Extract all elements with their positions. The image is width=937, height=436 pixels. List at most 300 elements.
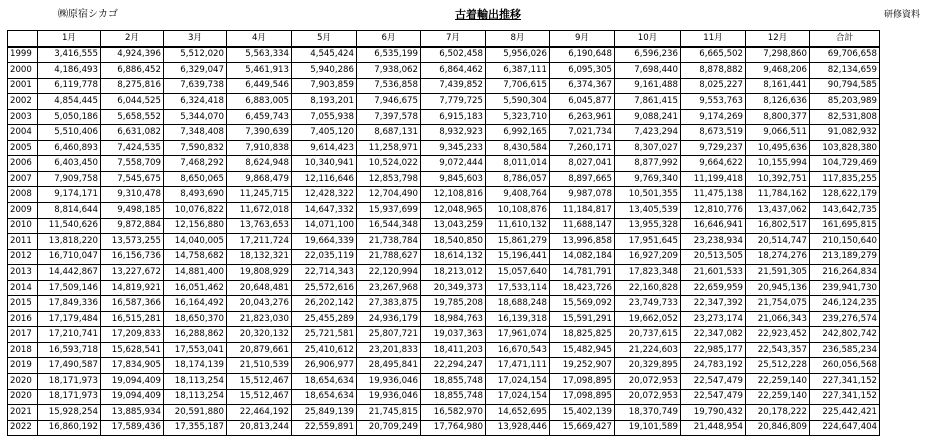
cell-value: 15,628,541 bbox=[101, 342, 164, 358]
cell-value: 19,664,339 bbox=[292, 234, 357, 250]
header-month: 7月 bbox=[421, 31, 486, 47]
cell-value: 28,495,841 bbox=[357, 358, 421, 374]
cell-value: 15,512,467 bbox=[227, 389, 292, 405]
table-row bbox=[8, 47, 880, 63]
cell-value: 25,721,581 bbox=[292, 327, 357, 343]
cell-value: 14,071,100 bbox=[292, 218, 357, 234]
cell-value: 21,738,784 bbox=[357, 234, 421, 250]
cell-year: 2011 bbox=[8, 234, 38, 250]
cell-value: 7,021,734 bbox=[550, 125, 615, 141]
cell-value: 5,510,406 bbox=[38, 125, 101, 141]
cell-value: 9,066,511 bbox=[746, 125, 810, 141]
cell-year: 2012 bbox=[8, 249, 38, 265]
cell-value: 24,783,192 bbox=[681, 358, 746, 374]
cell-value: 24,936,179 bbox=[357, 311, 421, 327]
cell-value: 25,572,616 bbox=[292, 280, 357, 296]
table-row bbox=[8, 389, 880, 405]
cell-value: 8,493,690 bbox=[164, 187, 227, 203]
cell-value: 22,923,452 bbox=[746, 327, 810, 343]
cell-value: 22,659,959 bbox=[681, 280, 746, 296]
header-total: 合計 bbox=[810, 31, 880, 47]
cell-value: 9,553,763 bbox=[681, 94, 746, 110]
cell-value: 9,987,078 bbox=[550, 187, 615, 203]
cell-value: 7,298,860 bbox=[746, 47, 810, 63]
cell-value: 8,126,636 bbox=[746, 94, 810, 110]
cell-value: 21,066,343 bbox=[746, 311, 810, 327]
cell-year: 2005 bbox=[8, 140, 38, 156]
cell-value: 18,855,748 bbox=[421, 374, 486, 390]
cell-year: 2008 bbox=[8, 187, 38, 203]
cell-total: 85,203,989 bbox=[810, 94, 880, 110]
cell-value: 9,174,171 bbox=[38, 187, 101, 203]
cell-value: 16,544,348 bbox=[357, 218, 421, 234]
cell-value: 18,984,763 bbox=[421, 311, 486, 327]
cell-value: 25,807,721 bbox=[357, 327, 421, 343]
cell-value: 8,673,519 bbox=[681, 125, 746, 141]
table-row bbox=[8, 405, 880, 421]
cell-value: 17,355,187 bbox=[164, 420, 227, 436]
cell-value: 14,781,791 bbox=[550, 265, 615, 281]
cell-value: 21,601,533 bbox=[681, 265, 746, 281]
cell-value: 22,160,828 bbox=[615, 280, 681, 296]
cell-value: 25,512,228 bbox=[746, 358, 810, 374]
cell-value: 6,886,452 bbox=[101, 63, 164, 79]
cell-value: 15,861,279 bbox=[486, 234, 550, 250]
cell-value: 20,813,244 bbox=[227, 420, 292, 436]
table-row bbox=[8, 234, 880, 250]
cell-value: 14,647,332 bbox=[292, 203, 357, 219]
cell-value: 8,307,027 bbox=[615, 140, 681, 156]
cell-value: 7,397,578 bbox=[357, 109, 421, 125]
cell-value: 16,515,281 bbox=[101, 311, 164, 327]
cell-value: 5,940,286 bbox=[292, 63, 357, 79]
cell-value: 20,320,132 bbox=[227, 327, 292, 343]
cell-value: 15,569,092 bbox=[550, 296, 615, 312]
header-month: 3月 bbox=[164, 31, 227, 47]
cell-value: 18,423,726 bbox=[550, 280, 615, 296]
cell-value: 10,392,751 bbox=[746, 171, 810, 187]
cell-value: 10,495,636 bbox=[746, 140, 810, 156]
cell-value: 17,764,980 bbox=[421, 420, 486, 436]
cell-value: 10,155,994 bbox=[746, 156, 810, 172]
cell-value: 9,408,764 bbox=[486, 187, 550, 203]
cell-value: 12,108,816 bbox=[421, 187, 486, 203]
cell-value: 18,113,254 bbox=[164, 374, 227, 390]
cell-value: 11,688,147 bbox=[550, 218, 615, 234]
cell-value: 18,614,132 bbox=[421, 249, 486, 265]
cell-value: 13,763,653 bbox=[227, 218, 292, 234]
cell-value: 22,985,177 bbox=[681, 342, 746, 358]
cell-value: 10,340,941 bbox=[292, 156, 357, 172]
cell-value: 7,706,615 bbox=[486, 78, 550, 94]
header-month: 6月 bbox=[357, 31, 421, 47]
cell-value: 27,383,875 bbox=[357, 296, 421, 312]
cell-value: 4,854,445 bbox=[38, 94, 101, 110]
cell-total: 260,056,568 bbox=[810, 358, 880, 374]
cell-total: 225,442,421 bbox=[810, 405, 880, 421]
cell-value: 12,156,880 bbox=[164, 218, 227, 234]
cell-value: 23,201,833 bbox=[357, 342, 421, 358]
cell-value: 20,349,373 bbox=[421, 280, 486, 296]
cell-value: 6,449,546 bbox=[227, 78, 292, 94]
cell-value: 17,849,336 bbox=[38, 296, 101, 312]
cell-value: 20,513,505 bbox=[681, 249, 746, 265]
table-row bbox=[8, 420, 880, 436]
cell-value: 16,051,462 bbox=[164, 280, 227, 296]
cell-value: 8,650,065 bbox=[164, 171, 227, 187]
cell-value: 18,171,973 bbox=[38, 374, 101, 390]
cell-value: 18,171,973 bbox=[38, 389, 101, 405]
cell-value: 9,769,340 bbox=[615, 171, 681, 187]
cell-value: 15,937,699 bbox=[357, 203, 421, 219]
cell-value: 22,120,994 bbox=[357, 265, 421, 281]
cell-value: 13,996,858 bbox=[550, 234, 615, 250]
cell-value: 8,025,227 bbox=[681, 78, 746, 94]
cell-value: 9,310,478 bbox=[101, 187, 164, 203]
cell-total: 239,276,574 bbox=[810, 311, 880, 327]
document-title: 古着輸出推移 bbox=[455, 8, 521, 21]
cell-value: 3,416,555 bbox=[38, 47, 101, 63]
cell-value: 7,536,858 bbox=[357, 78, 421, 94]
cell-value: 15,057,640 bbox=[486, 265, 550, 281]
cell-value: 9,872,884 bbox=[101, 218, 164, 234]
cell-value: 22,547,479 bbox=[681, 374, 746, 390]
cell-value: 17,553,041 bbox=[164, 342, 227, 358]
cell-total: 227,341,152 bbox=[810, 389, 880, 405]
cell-value: 16,593,718 bbox=[38, 342, 101, 358]
cell-value: 16,710,047 bbox=[38, 249, 101, 265]
cell-value: 6,190,648 bbox=[550, 47, 615, 63]
cell-value: 7,779,725 bbox=[421, 94, 486, 110]
cell-year: 2001 bbox=[8, 78, 38, 94]
table-row bbox=[8, 63, 880, 79]
cell-value: 14,040,005 bbox=[164, 234, 227, 250]
header-month: 4月 bbox=[227, 31, 292, 47]
cell-value: 12,048,965 bbox=[421, 203, 486, 219]
cell-value: 7,938,062 bbox=[357, 63, 421, 79]
cell-value: 7,439,852 bbox=[421, 78, 486, 94]
table-row bbox=[8, 78, 880, 94]
cell-value: 19,252,907 bbox=[550, 358, 615, 374]
cell-year: 2010 bbox=[8, 218, 38, 234]
cell-value: 10,501,355 bbox=[615, 187, 681, 203]
cell-value: 18,213,012 bbox=[421, 265, 486, 281]
cell-value: 6,596,236 bbox=[615, 47, 681, 63]
cell-year: 2006 bbox=[8, 156, 38, 172]
cell-year: 2003 bbox=[8, 109, 38, 125]
cell-value: 17,509,146 bbox=[38, 280, 101, 296]
cell-value: 7,909,758 bbox=[38, 171, 101, 187]
cell-value: 15,482,945 bbox=[550, 342, 615, 358]
cell-value: 15,591,291 bbox=[550, 311, 615, 327]
cell-value: 16,587,366 bbox=[101, 296, 164, 312]
cell-value: 18,274,276 bbox=[746, 249, 810, 265]
cell-value: 6,665,502 bbox=[681, 47, 746, 63]
cell-value: 20,709,249 bbox=[357, 420, 421, 436]
cell-value: 20,043,276 bbox=[227, 296, 292, 312]
cell-value: 7,639,738 bbox=[164, 78, 227, 94]
table-row bbox=[8, 374, 880, 390]
cell-value: 7,468,292 bbox=[164, 156, 227, 172]
cell-value: 16,164,492 bbox=[164, 296, 227, 312]
cell-value: 19,785,208 bbox=[421, 296, 486, 312]
cell-value: 6,387,111 bbox=[486, 63, 550, 79]
cell-value: 15,928,254 bbox=[38, 405, 101, 421]
cell-value: 11,610,132 bbox=[486, 218, 550, 234]
cell-value: 9,174,269 bbox=[681, 109, 746, 125]
cell-value: 14,442,867 bbox=[38, 265, 101, 281]
header-month: 5月 bbox=[292, 31, 357, 47]
cell-value: 7,861,415 bbox=[615, 94, 681, 110]
cell-value: 20,329,895 bbox=[615, 358, 681, 374]
cell-value: 16,288,862 bbox=[164, 327, 227, 343]
cell-value: 6,631,082 bbox=[101, 125, 164, 141]
table-row bbox=[8, 327, 880, 343]
cell-year: 2013 bbox=[8, 265, 38, 281]
cell-value: 18,540,850 bbox=[421, 234, 486, 250]
cell-year: 2016 bbox=[8, 311, 38, 327]
table-row bbox=[8, 109, 880, 125]
table-row bbox=[8, 311, 880, 327]
cell-year: 2018 bbox=[8, 342, 38, 358]
cell-value: 14,819,921 bbox=[101, 280, 164, 296]
cell-total: 161,695,815 bbox=[810, 218, 880, 234]
cell-value: 21,823,030 bbox=[227, 311, 292, 327]
cell-value: 13,043,259 bbox=[421, 218, 486, 234]
cell-year: 2007 bbox=[8, 171, 38, 187]
cell-value: 8,800,377 bbox=[746, 109, 810, 125]
cell-value: 8,786,057 bbox=[486, 171, 550, 187]
cell-year: 2002 bbox=[8, 94, 38, 110]
cell-value: 20,072,953 bbox=[615, 389, 681, 405]
table-header-row bbox=[8, 31, 880, 47]
cell-value: 7,055,938 bbox=[292, 109, 357, 125]
cell-value: 19,808,929 bbox=[227, 265, 292, 281]
cell-value: 7,390,639 bbox=[227, 125, 292, 141]
cell-value: 21,591,305 bbox=[746, 265, 810, 281]
cell-value: 22,347,082 bbox=[681, 327, 746, 343]
table-row bbox=[8, 296, 880, 312]
table-row bbox=[8, 171, 880, 187]
cell-value: 10,076,822 bbox=[164, 203, 227, 219]
cell-value: 6,460,893 bbox=[38, 140, 101, 156]
header-year bbox=[8, 31, 38, 47]
header-month: 2月 bbox=[101, 31, 164, 47]
cell-value: 16,582,970 bbox=[421, 405, 486, 421]
cell-value: 4,186,493 bbox=[38, 63, 101, 79]
cell-value: 7,946,675 bbox=[357, 94, 421, 110]
cell-total: 242,802,742 bbox=[810, 327, 880, 343]
cell-value: 6,119,778 bbox=[38, 78, 101, 94]
cell-value: 8,897,665 bbox=[550, 171, 615, 187]
cell-value: 8,878,882 bbox=[681, 63, 746, 79]
cell-value: 13,405,539 bbox=[615, 203, 681, 219]
cell-value: 6,502,458 bbox=[421, 47, 486, 63]
cell-total: 236,585,234 bbox=[810, 342, 880, 358]
cell-value: 16,860,192 bbox=[38, 420, 101, 436]
cell-value: 6,883,005 bbox=[227, 94, 292, 110]
cell-value: 21,510,539 bbox=[227, 358, 292, 374]
cell-value: 11,245,715 bbox=[227, 187, 292, 203]
cell-value: 19,790,432 bbox=[681, 405, 746, 421]
cell-value: 8,275,816 bbox=[101, 78, 164, 94]
header-month: 9月 bbox=[550, 31, 615, 47]
cell-value: 9,845,603 bbox=[421, 171, 486, 187]
cell-value: 15,196,441 bbox=[486, 249, 550, 265]
cell-value: 20,648,481 bbox=[227, 280, 292, 296]
table-row bbox=[8, 218, 880, 234]
cell-value: 6,992,165 bbox=[486, 125, 550, 141]
cell-total: 91,082,932 bbox=[810, 125, 880, 141]
cell-value: 6,403,450 bbox=[38, 156, 101, 172]
table-row bbox=[8, 358, 880, 374]
table-row bbox=[8, 187, 880, 203]
cell-value: 20,945,136 bbox=[746, 280, 810, 296]
cell-value: 5,344,070 bbox=[164, 109, 227, 125]
cell-value: 14,652,695 bbox=[486, 405, 550, 421]
cell-value: 22,259,140 bbox=[746, 389, 810, 405]
cell-value: 9,072,444 bbox=[421, 156, 486, 172]
cell-value: 9,088,241 bbox=[615, 109, 681, 125]
cell-value: 6,263,961 bbox=[550, 109, 615, 125]
table-row bbox=[8, 342, 880, 358]
cell-value: 8,161,441 bbox=[746, 78, 810, 94]
cell-value: 13,955,328 bbox=[615, 218, 681, 234]
cell-value: 19,037,363 bbox=[421, 327, 486, 343]
cell-value: 7,590,832 bbox=[164, 140, 227, 156]
cell-total: 103,828,380 bbox=[810, 140, 880, 156]
cell-total: 224,647,404 bbox=[810, 420, 880, 436]
cell-value: 18,654,634 bbox=[292, 389, 357, 405]
cell-value: 17,098,895 bbox=[550, 374, 615, 390]
cell-value: 11,672,018 bbox=[227, 203, 292, 219]
cell-total: 104,729,469 bbox=[810, 156, 880, 172]
cell-value: 7,545,675 bbox=[101, 171, 164, 187]
table-row bbox=[8, 125, 880, 141]
cell-value: 6,535,199 bbox=[357, 47, 421, 63]
cell-value: 11,475,138 bbox=[681, 187, 746, 203]
cell-value: 14,758,682 bbox=[164, 249, 227, 265]
cell-value: 5,658,552 bbox=[101, 109, 164, 125]
cell-value: 25,455,289 bbox=[292, 311, 357, 327]
cell-value: 12,853,798 bbox=[357, 171, 421, 187]
table-row bbox=[8, 249, 880, 265]
cell-total: 143,642,735 bbox=[810, 203, 880, 219]
header-month: 1月 bbox=[38, 31, 101, 47]
cell-value: 11,258,971 bbox=[357, 140, 421, 156]
cell-value: 6,324,418 bbox=[164, 94, 227, 110]
cell-value: 21,788,627 bbox=[357, 249, 421, 265]
cell-value: 17,961,074 bbox=[486, 327, 550, 343]
cell-value: 7,558,709 bbox=[101, 156, 164, 172]
cell-value: 8,814,644 bbox=[38, 203, 101, 219]
cell-value: 15,669,427 bbox=[550, 420, 615, 436]
cell-year: 2019 bbox=[8, 358, 38, 374]
cell-value: 6,864,462 bbox=[421, 63, 486, 79]
table-row bbox=[8, 156, 880, 172]
cell-value: 6,044,525 bbox=[101, 94, 164, 110]
cell-value: 23,238,934 bbox=[681, 234, 746, 250]
cell-value: 6,095,305 bbox=[550, 63, 615, 79]
cell-value: 22,464,192 bbox=[227, 405, 292, 421]
cell-value: 17,209,833 bbox=[101, 327, 164, 343]
cell-value: 22,035,119 bbox=[292, 249, 357, 265]
cell-value: 17,834,905 bbox=[101, 358, 164, 374]
header-month: 12月 bbox=[746, 31, 810, 47]
table-row bbox=[8, 140, 880, 156]
cell-value: 17,951,645 bbox=[615, 234, 681, 250]
cell-value: 7,903,859 bbox=[292, 78, 357, 94]
cell-value: 5,590,304 bbox=[486, 94, 550, 110]
cell-value: 7,910,838 bbox=[227, 140, 292, 156]
cell-value: 13,227,672 bbox=[101, 265, 164, 281]
export-table bbox=[7, 30, 880, 436]
cell-total: 246,124,235 bbox=[810, 296, 880, 312]
cell-year: 2015 bbox=[8, 296, 38, 312]
cell-value: 9,868,479 bbox=[227, 171, 292, 187]
cell-value: 21,745,815 bbox=[357, 405, 421, 421]
cell-value: 5,956,026 bbox=[486, 47, 550, 63]
cell-total: 69,706,658 bbox=[810, 47, 880, 63]
cell-value: 22,543,357 bbox=[746, 342, 810, 358]
cell-value: 17,098,895 bbox=[550, 389, 615, 405]
table-row bbox=[8, 94, 880, 110]
cell-value: 13,885,934 bbox=[101, 405, 164, 421]
cell-total: 82,531,808 bbox=[810, 109, 880, 125]
cell-value: 13,818,220 bbox=[38, 234, 101, 250]
cell-value: 5,512,020 bbox=[164, 47, 227, 63]
cell-value: 19,094,409 bbox=[101, 374, 164, 390]
cell-value: 6,045,877 bbox=[550, 94, 615, 110]
cell-value: 17,179,484 bbox=[38, 311, 101, 327]
cell-value: 17,823,348 bbox=[615, 265, 681, 281]
cell-value: 9,614,423 bbox=[292, 140, 357, 156]
cell-value: 7,348,408 bbox=[164, 125, 227, 141]
cell-value: 22,294,247 bbox=[421, 358, 486, 374]
cell-total: 210,150,640 bbox=[810, 234, 880, 250]
cell-value: 22,559,891 bbox=[292, 420, 357, 436]
cell-total: 117,835,255 bbox=[810, 171, 880, 187]
cell-value: 22,714,343 bbox=[292, 265, 357, 281]
cell-value: 16,927,209 bbox=[615, 249, 681, 265]
cell-value: 22,547,479 bbox=[681, 389, 746, 405]
cell-value: 5,050,186 bbox=[38, 109, 101, 125]
cell-value: 18,370,749 bbox=[615, 405, 681, 421]
cell-value: 8,932,923 bbox=[421, 125, 486, 141]
cell-value: 17,533,114 bbox=[486, 280, 550, 296]
table-row bbox=[8, 203, 880, 219]
cell-value: 18,654,634 bbox=[292, 374, 357, 390]
cell-value: 18,688,248 bbox=[486, 296, 550, 312]
cell-value: 4,545,424 bbox=[292, 47, 357, 63]
cell-value: 26,202,142 bbox=[292, 296, 357, 312]
table-row bbox=[8, 265, 880, 281]
cell-year: 1999 bbox=[8, 47, 38, 63]
cell-value: 20,178,222 bbox=[746, 405, 810, 421]
cell-value: 23,267,968 bbox=[357, 280, 421, 296]
cell-value: 8,687,131 bbox=[357, 125, 421, 141]
cell-value: 7,423,294 bbox=[615, 125, 681, 141]
cell-value: 20,591,880 bbox=[164, 405, 227, 421]
cell-value: 10,108,876 bbox=[486, 203, 550, 219]
cell-year: 2004 bbox=[8, 125, 38, 141]
cell-value: 13,573,255 bbox=[101, 234, 164, 250]
cell-value: 6,374,367 bbox=[550, 78, 615, 94]
cell-year: 2021 bbox=[8, 405, 38, 421]
cell-value: 26,906,977 bbox=[292, 358, 357, 374]
cell-value: 12,704,490 bbox=[357, 187, 421, 203]
cell-total: 216,264,834 bbox=[810, 265, 880, 281]
